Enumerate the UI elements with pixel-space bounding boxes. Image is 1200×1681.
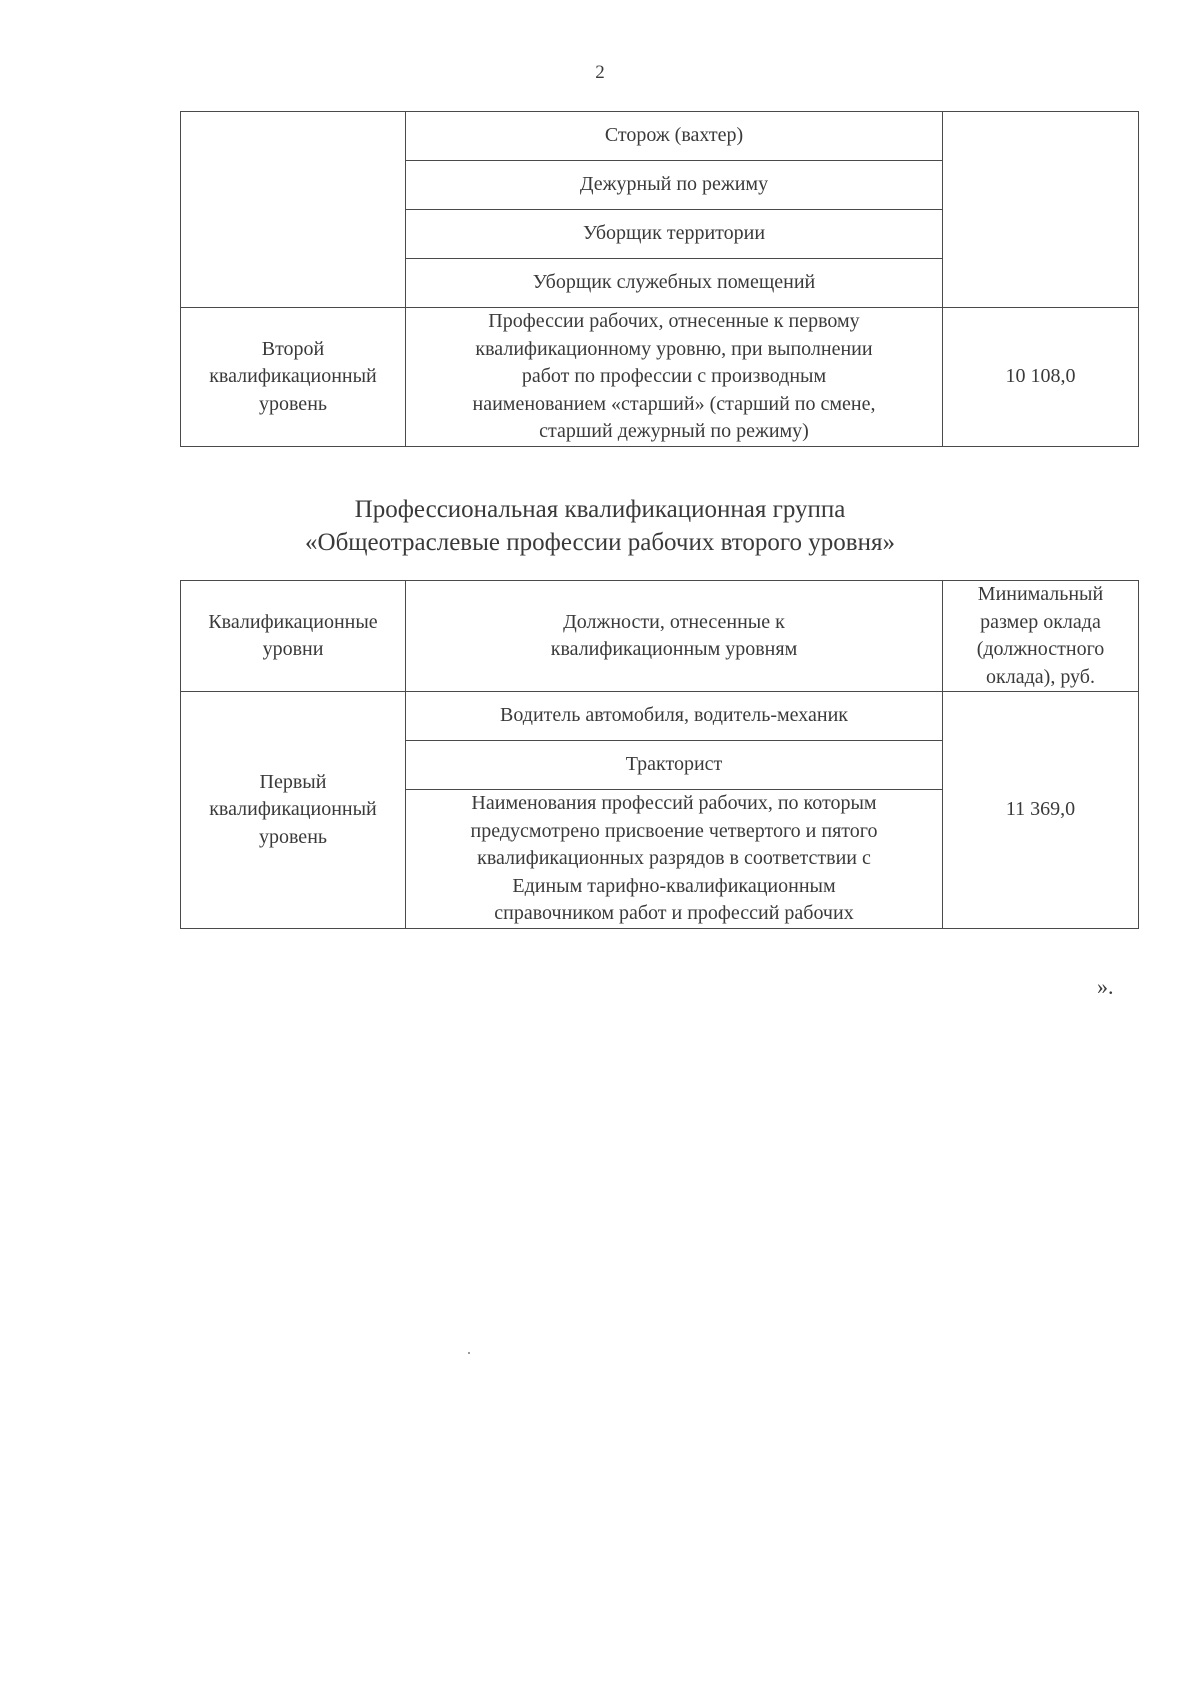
position-cell: Уборщик территории [406, 210, 943, 259]
level-cell [181, 692, 406, 929]
position-cell [406, 790, 943, 929]
header-salary [943, 581, 1139, 692]
salary-cell: 11 369,0 [943, 692, 1139, 929]
level-line: уровень [258, 392, 328, 415]
level-cell [181, 308, 406, 447]
salary-table-continued [180, 111, 1139, 447]
level-line: уровень [258, 825, 328, 848]
header-line: квалификационным уровням [550, 638, 798, 660]
salary-cell-empty [943, 112, 1139, 308]
position-cell: Уборщик служебных помещений [406, 259, 943, 308]
header-levels [181, 581, 406, 692]
position-line: справочником работ и профессий рабочих [494, 902, 854, 924]
position-line: Наименования профессий рабочих, по которым [471, 792, 877, 814]
header-line: оклада), руб. [986, 665, 1095, 688]
position-cell: Водитель автомобиля, водитель-механик [406, 692, 943, 741]
table-header-row [181, 581, 1139, 692]
group-title [0, 493, 1200, 559]
header-line: уровни [262, 638, 324, 660]
salary-cell: 10 108,0 [943, 308, 1139, 447]
position-line: Единым тарифно-квалификационным [512, 874, 836, 897]
closing-quote-mark: ». [1097, 974, 1114, 999]
position-cell [406, 308, 943, 447]
header-line: размер оклада [980, 610, 1101, 633]
position-cell: Сторож (вахтер) [406, 112, 943, 161]
header-line: (должностного [976, 638, 1105, 660]
position-line: наименованием «старший» (старший по смене, [472, 392, 876, 415]
scan-artifact [468, 1352, 470, 1354]
level-line: квалификационный [209, 365, 377, 387]
table-row [181, 692, 1139, 741]
position-line: работ по профессии с производным [521, 365, 827, 387]
level-line: квалификационный [209, 798, 377, 820]
header-line: Минимальный [977, 583, 1104, 605]
position-line: квалификационному уровню, при выполнении [475, 337, 873, 360]
group-title-line: Профессиональная квалификационная группа [354, 496, 846, 523]
table-row [181, 112, 1139, 161]
level-line: Второй [261, 337, 325, 360]
group-title-line: «Общеотраслевые профессии рабочих второго уровня» [305, 529, 895, 556]
level-line: Первый [259, 770, 327, 793]
header-positions [406, 581, 943, 692]
position-line: квалификационных разрядов в соответствии с [477, 847, 871, 869]
page-number: 2 [595, 62, 605, 83]
header-line: Должности, отнесенные к [563, 610, 785, 633]
position-line: Профессии рабочих, отнесенные к первому [488, 310, 860, 332]
table-row [181, 308, 1139, 447]
position-cell: Тракторист [406, 741, 943, 790]
header-line: Квалификационные [208, 610, 378, 633]
position-cell: Дежурный по режиму [406, 161, 943, 210]
level-cell-empty [181, 112, 406, 308]
position-line: старший дежурный по режиму) [539, 420, 809, 442]
salary-table-second-level-group [180, 580, 1139, 929]
position-line: предусмотрено присвоение четвертого и пятого [470, 819, 878, 842]
